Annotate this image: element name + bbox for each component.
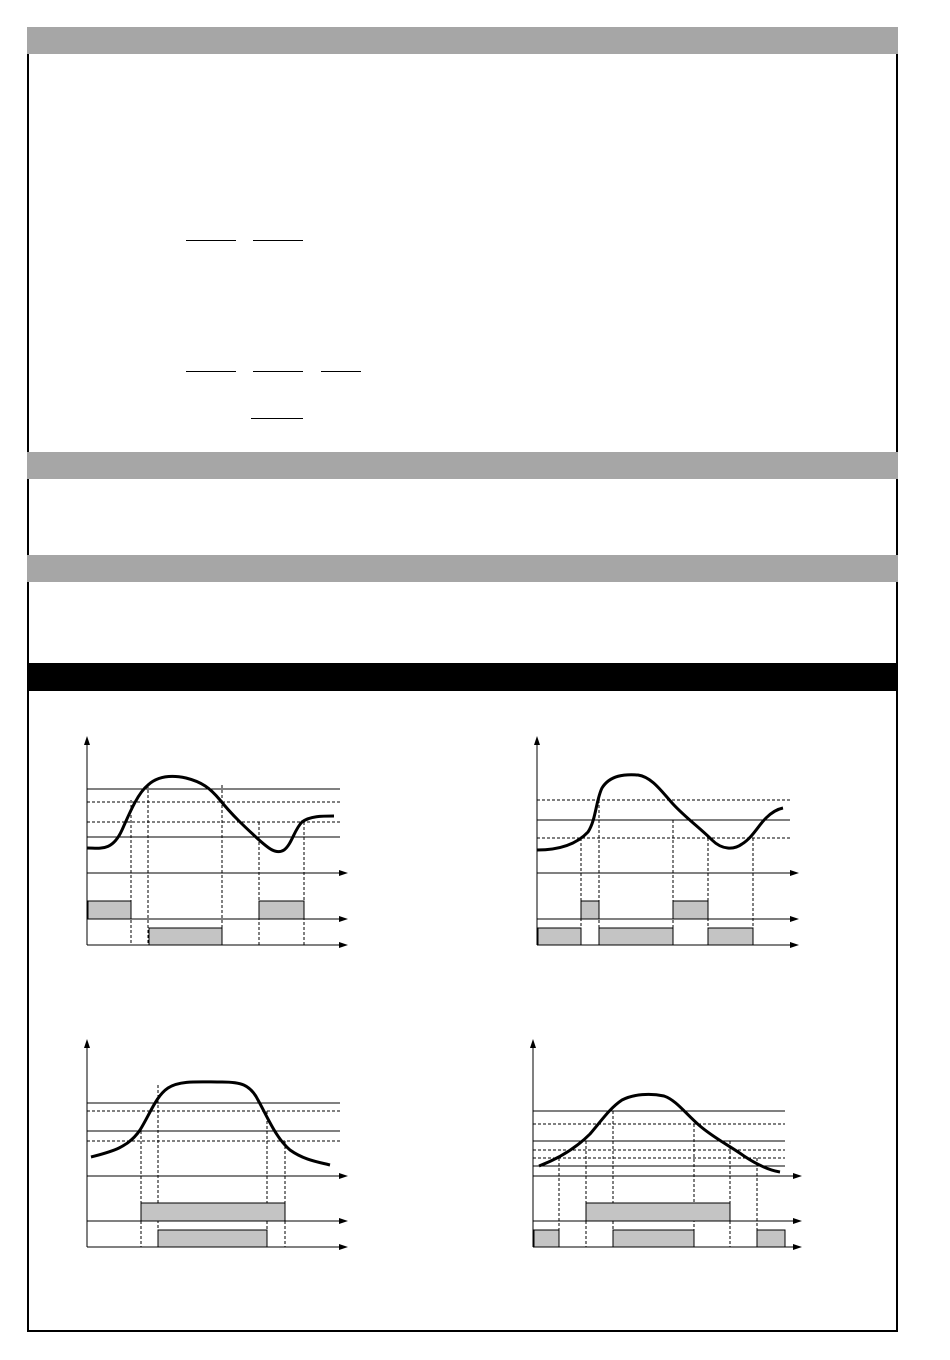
- relay-pulse: [149, 928, 222, 945]
- graph-bottom-right: [525, 1038, 810, 1258]
- graph-bottom-left: [80, 1038, 360, 1258]
- fraction-bar: [186, 240, 236, 241]
- graph-top-left: [80, 735, 360, 955]
- fraction-bar: [253, 371, 303, 372]
- graph-top-right: [530, 735, 810, 955]
- relay-pulse: [88, 901, 131, 919]
- signal-curve: [87, 776, 334, 851]
- fraction-bar: [253, 240, 303, 241]
- section-header-band-2: [27, 452, 898, 479]
- section-header-band-1: [27, 27, 898, 54]
- fraction-bar: [186, 371, 236, 372]
- fraction-bar: [251, 418, 303, 419]
- relay-pulse: [259, 901, 304, 919]
- y-axis-arrow: [84, 736, 90, 745]
- section-header-band-4: [27, 663, 898, 691]
- section-header-band-3: [27, 555, 898, 582]
- fraction-bar: [321, 371, 361, 372]
